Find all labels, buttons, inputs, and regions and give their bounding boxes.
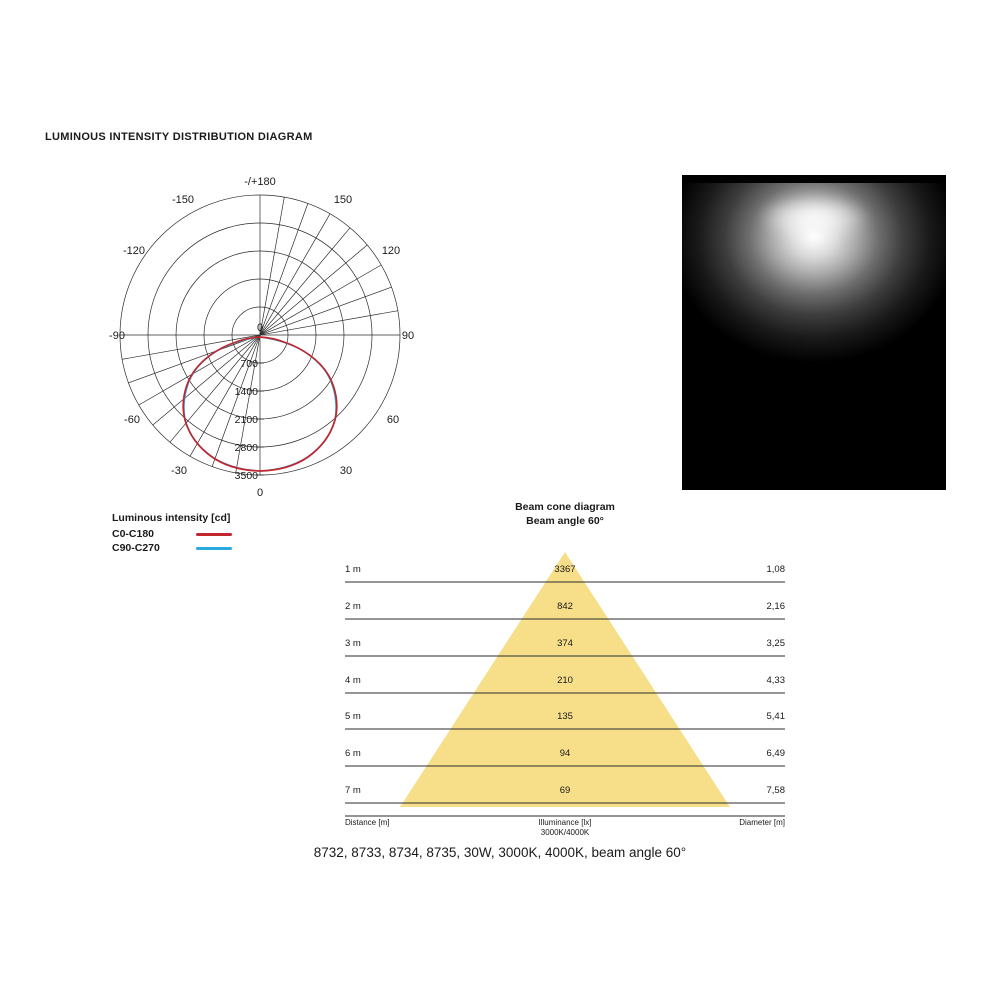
- cone-distance-1m: 1 m: [345, 564, 361, 575]
- polar-angle-label-30: 30: [339, 465, 353, 477]
- polar-radial-tick-2100: 2100: [234, 414, 258, 426]
- polar-angle-label-180: -/+180: [244, 176, 276, 188]
- beam-cone-title-line2: Beam angle 60°: [526, 515, 604, 527]
- polar-angle-label-minus30: -30: [171, 465, 187, 477]
- cone-axis-illuminance-line2: 3000K/4000K: [540, 828, 590, 837]
- cone-illuminance-3m: 374: [557, 638, 573, 649]
- polar-radial-tick-1400: 1400: [234, 386, 258, 398]
- polar-grid: [109, 176, 414, 499]
- figure-caption: 8732, 8733, 8734, 8735, 30W, 3000K, 4000K, beam angle 60°: [313, 845, 687, 860]
- cone-illuminance-7m: 69: [559, 785, 571, 796]
- cone-diameter-1m: 1,08: [766, 564, 785, 575]
- legend-item-c0-c180: [112, 527, 232, 541]
- cone-illuminance-2m: 842: [557, 601, 573, 612]
- cone-axis-illuminance: [495, 818, 635, 838]
- cone-diameter-2m: 2,16: [766, 601, 785, 612]
- polar-angle-label-90: 90: [401, 330, 415, 342]
- cone-distance-6m: 6 m: [345, 748, 361, 759]
- cone-axis-illuminance-line1: Illuminance [lx]: [538, 818, 592, 827]
- polar-angle-label-minus90: -90: [109, 330, 125, 342]
- polar-angle-label-minus120: -120: [122, 245, 146, 257]
- polar-radial-tick-2800: 2800: [234, 442, 258, 454]
- cone-axis-diameter: Diameter [m]: [739, 818, 785, 827]
- cone-distance-3m: 3 m: [345, 638, 361, 649]
- legend-swatch-c90-c270: [196, 547, 232, 550]
- cone-diameter-4m: 4,33: [766, 675, 785, 686]
- series-c0-c180-curve: [260, 337, 337, 471]
- polar-angle-label-0-bottom: 0: [256, 487, 264, 499]
- cone-diameter-5m: 5,41: [766, 711, 785, 722]
- series-c90-c270-curve: [260, 337, 336, 471]
- cone-illuminance-5m: 135: [557, 711, 573, 722]
- beam-hotspot: [739, 193, 889, 253]
- polar-angle-label-minus150: -150: [171, 194, 195, 206]
- cone-distance-2m: 2 m: [345, 601, 361, 612]
- polar-chart-legend: [112, 512, 232, 555]
- luminaire-beam-photo: [682, 175, 946, 490]
- cone-illuminance-6m: 94: [559, 748, 571, 759]
- cone-axis-distance: Distance [m]: [345, 818, 390, 827]
- cone-diameter-7m: 7,58: [766, 785, 785, 796]
- polar-radial-tick-3500: 3500: [234, 470, 258, 482]
- polar-angle-label-150: 150: [333, 194, 353, 206]
- cone-illuminance-4m: 210: [557, 675, 573, 686]
- page-title: LUMINOUS INTENSITY DISTRIBUTION DIAGRAM: [45, 131, 313, 143]
- polar-chart-svg: [60, 160, 480, 510]
- cone-distance-4m: 4 m: [345, 675, 361, 686]
- luminous-intensity-polar-chart: [60, 160, 480, 510]
- polar-angle-label-120: 120: [381, 245, 401, 257]
- beam-cone-diagram: [345, 552, 785, 837]
- cone-distance-5m: 5 m: [345, 711, 361, 722]
- cone-illuminance-1m: 3367: [554, 564, 576, 575]
- polar-radial-tick-700: 700: [240, 358, 258, 370]
- polar-angle-label-minus60: -60: [124, 414, 140, 426]
- polar-center-label: 0: [256, 322, 264, 334]
- cone-distance-7m: 7 m: [345, 785, 361, 796]
- legend-item-c90-c270: [112, 541, 232, 555]
- cone-diameter-3m: 3,25: [766, 638, 785, 649]
- beam-cone-title: [440, 500, 690, 528]
- legend-title: Luminous intensity [cd]: [112, 512, 231, 524]
- legend-swatch-c0-c180: [196, 533, 232, 536]
- beam-cone-title-line1: Beam cone diagram: [515, 501, 615, 513]
- legend-item-label: C90-C270: [112, 542, 160, 554]
- legend-item-label: C0-C180: [112, 528, 155, 540]
- cone-diameter-6m: 6,49: [766, 748, 785, 759]
- polar-angle-label-60: 60: [386, 414, 400, 426]
